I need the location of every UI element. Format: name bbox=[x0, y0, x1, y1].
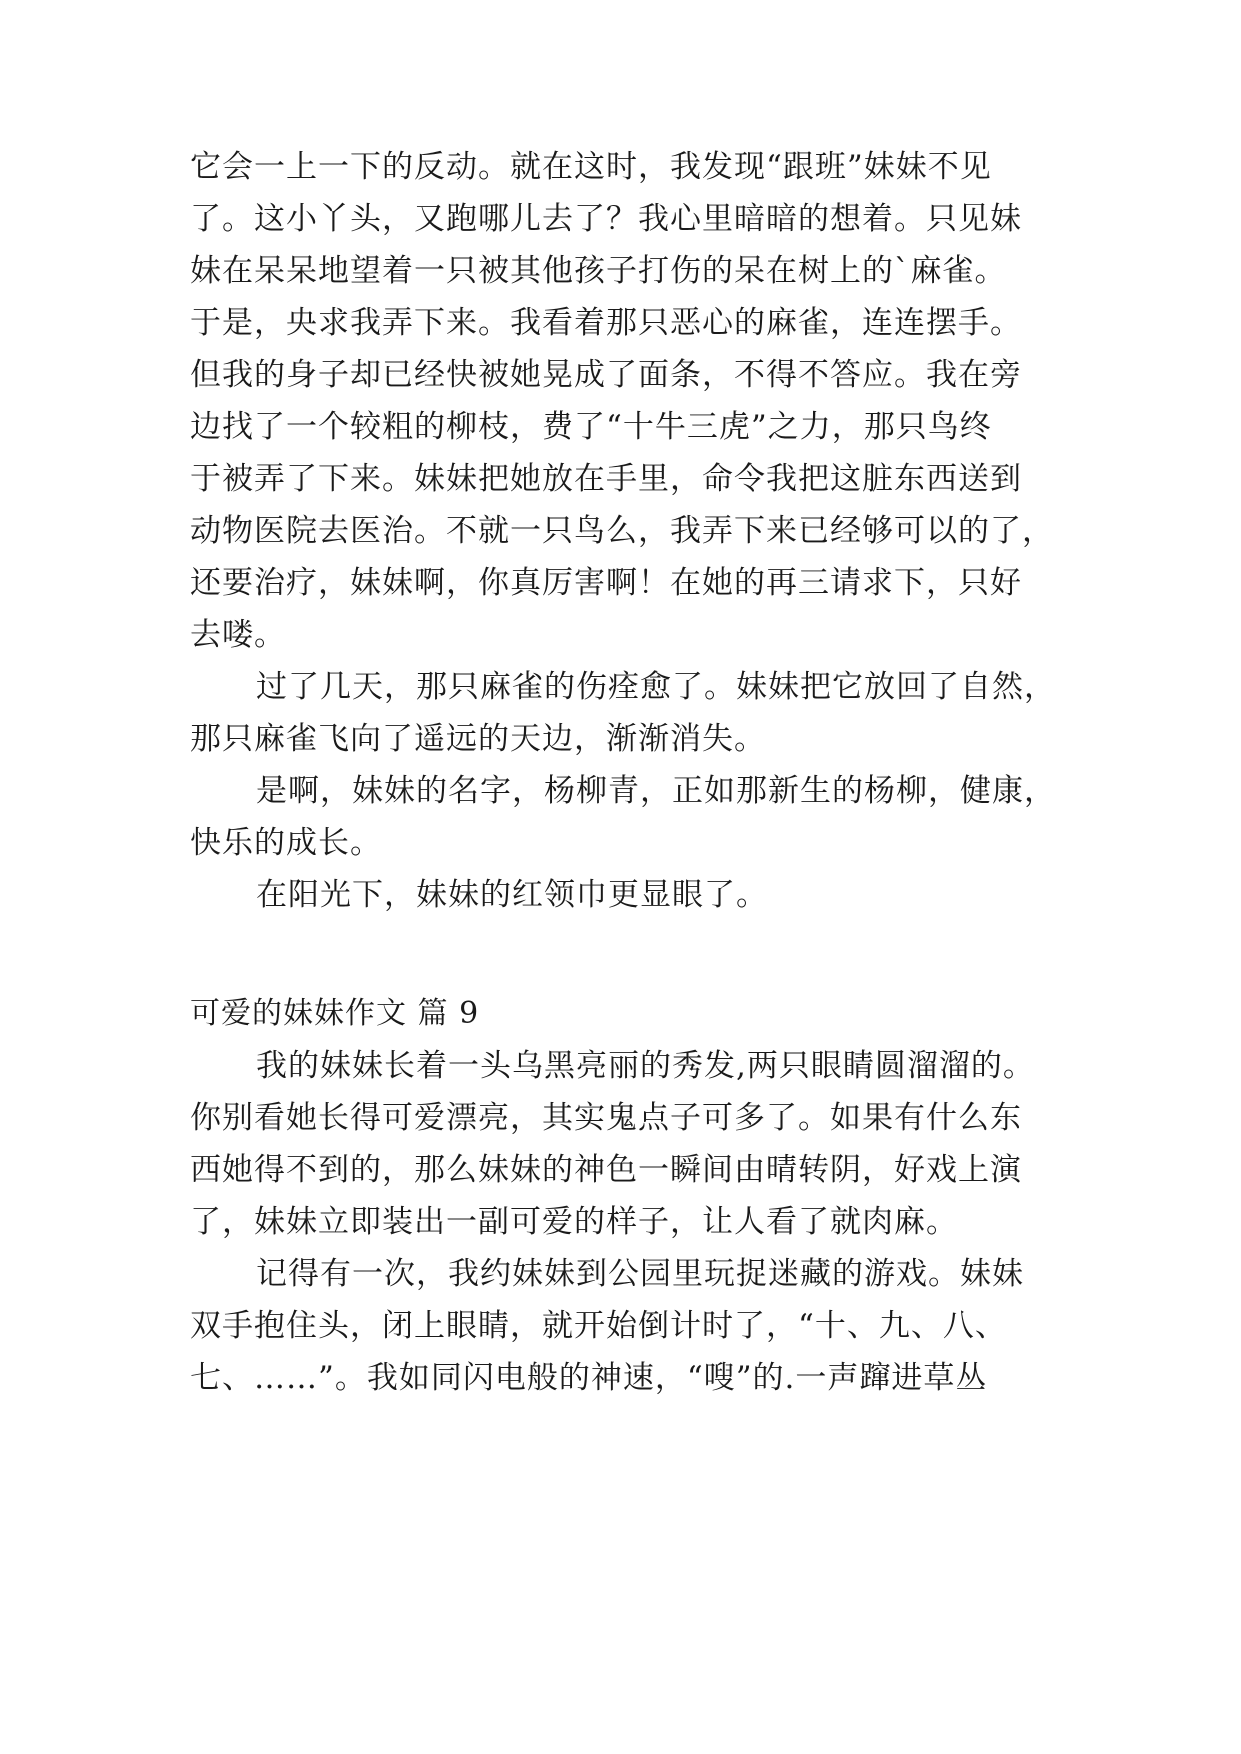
text-line: 它会一上一下的反动。就在这时，我发现“跟班”妹妹不见 bbox=[190, 149, 992, 185]
text-line: 边找了一个较粗的柳枝，费了“十牛三虎”之力，那只鸟终 bbox=[190, 409, 992, 445]
text-line: 快乐的成长。 bbox=[190, 825, 382, 861]
text-line: 了，妹妹立即装出一副可爱的样子，让人看了就肉麻。 bbox=[190, 1204, 958, 1240]
text-line: 了。这小丫头，又跑哪儿去了？我心里暗暗的想着。只见妹 bbox=[190, 201, 1022, 237]
text-line: 记得有一次，我约妹妹到公园里玩捉迷藏的游戏。妹妹 bbox=[256, 1256, 1024, 1292]
text-line: 妹在呆呆地望着一只被其他孩子打伤的呆在树上的`麻雀。 bbox=[190, 253, 1007, 289]
section-heading: 可爱的妹妹作文 篇 9 bbox=[190, 996, 480, 1031]
text-line: 于被弄了下来。妹妹把她放在手里，命令我把这脏东西送到 bbox=[190, 461, 1022, 497]
text-line: 于是，央求我弄下来。我看着那只恶心的麻雀，连连摆手。 bbox=[190, 305, 1022, 341]
text-line: 西她得不到的，那么妹妹的神色一瞬间由晴转阴，好戏上演 bbox=[190, 1152, 1022, 1188]
text-line: 动物医院去医治。不就一只鸟么，我弄下来已经够可以的了， bbox=[190, 513, 1054, 549]
text-line: 在阳光下，妹妹的红领巾更显眼了。 bbox=[256, 877, 768, 913]
text-line: 过了几天，那只麻雀的伤痊愈了。妹妹把它放回了自然， bbox=[256, 669, 1056, 705]
text-line: 那只麻雀飞向了遥远的天边，渐渐消失。 bbox=[190, 721, 766, 757]
text-line: 但我的身子却已经快被她晃成了面条，不得不答应。我在旁 bbox=[190, 357, 1022, 393]
text-line: 我的妹妹长着一头乌黑亮丽的秀发,两只眼睛圆溜溜的。 bbox=[256, 1048, 1035, 1084]
text-line: 七、……”。我如同闪电般的神速，“嗖”的.一声蹿进草丛 bbox=[190, 1360, 988, 1396]
text-line: 双手抱住头，闭上眼睛，就开始倒计时了，“十、九、八、 bbox=[190, 1308, 1007, 1344]
text-line: 是啊，妹妹的名字，杨柳青，正如那新生的杨柳，健康， bbox=[256, 773, 1056, 809]
text-line: 你别看她长得可爱漂亮，其实鬼点子可多了。如果有什么东 bbox=[190, 1100, 1022, 1136]
text-line: 去喽。 bbox=[190, 617, 286, 653]
text-line: 还要治疗，妹妹啊，你真厉害啊！在她的再三请求下，只好 bbox=[190, 565, 1022, 601]
